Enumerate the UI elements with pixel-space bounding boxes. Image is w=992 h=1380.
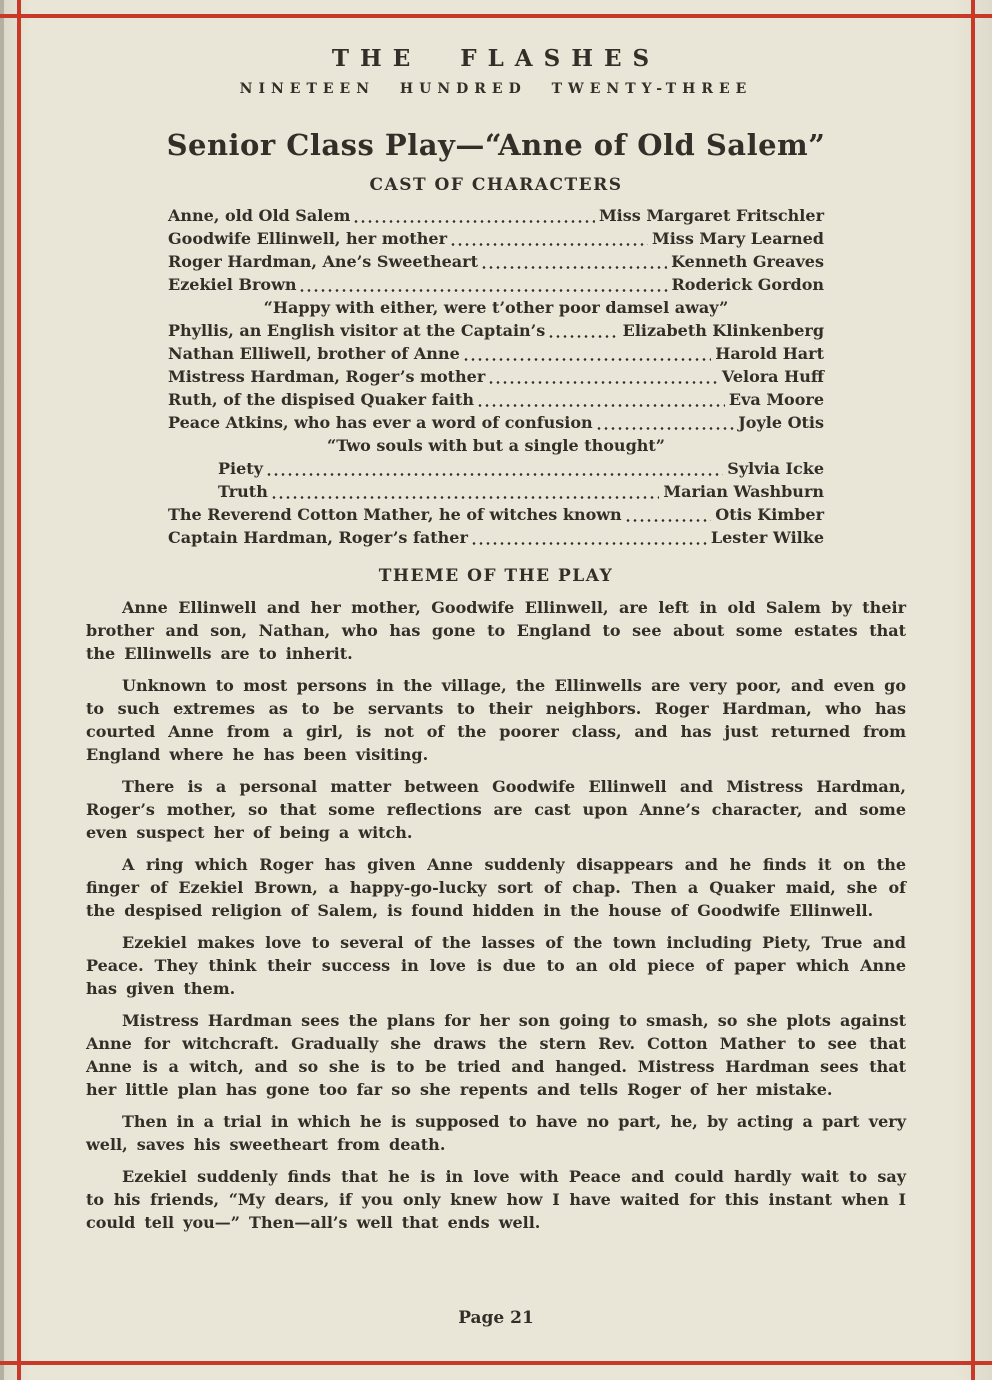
- page-title: Senior Class Play—“Anne of Old Salem”: [166, 128, 826, 162]
- dot-leader: [354, 219, 595, 224]
- cast-actor: Miss Mary Learned: [652, 229, 824, 248]
- cast-role: Nathan Elliwell, brother of Anne: [168, 344, 460, 363]
- cast-role: Goodwife Ellinwell, her mother: [168, 229, 448, 248]
- cast-actor: Roderick Gordon: [671, 275, 824, 294]
- cast-heading: CAST OF CHARACTERS: [369, 175, 623, 195]
- cast-actor: Miss Margaret Fritschler: [598, 206, 824, 225]
- cast-actor: Otis Kimber: [715, 505, 824, 524]
- cast-role: The Reverend Cotton Mather, he of witches known: [168, 505, 622, 524]
- cast-actor: Harold Hart: [715, 344, 824, 363]
- theme-paragraph: Unknown to most persons in the village, the Ellinwells are very poor, and even go to such extremes as to be servants to their neighbors. Roger Hardman, who has courted Anne from a girl, is not of the poorer class, and has just returned from England where he has been visiting.: [86, 676, 906, 764]
- page-number: Page 21: [458, 1308, 534, 1328]
- dot-leader: [482, 265, 667, 270]
- dot-leader: [464, 357, 712, 362]
- cast-actor: Marian Washburn: [663, 482, 824, 501]
- cast-actor: Eva Moore: [728, 390, 824, 409]
- cast-role: Piety: [218, 459, 263, 478]
- cast-role: Mistress Hardman, Roger’s mother: [168, 367, 486, 386]
- dot-leader: [478, 403, 725, 408]
- dot-leader: [626, 518, 712, 523]
- cast-actor: Joyle Otis: [738, 413, 824, 432]
- masthead-subtitle: NINETEEN HUNDRED TWENTY-THREE: [239, 81, 753, 97]
- theme-paragraph: There is a personal matter between Goodwife Ellinwell and Mistress Hardman, Roger’s mother, so that some reflections are cast upon Anne’s character, and some even suspect her of being a witch.: [86, 777, 906, 842]
- cast-quote: “Happy with either, were t’other poor damsel away”: [263, 298, 729, 317]
- cast-role: Truth: [218, 482, 268, 501]
- dot-leader: [451, 242, 648, 247]
- dot-leader: [472, 541, 707, 546]
- cast-role: Captain Hardman, Roger’s father: [168, 528, 468, 547]
- cast-entry: [168, 411, 824, 434]
- cast-entry: [168, 342, 824, 365]
- cast-entry: [168, 204, 824, 227]
- theme-paragraph: Then in a trial in which he is supposed to have no part, he, by acting a part very well, saves his sweetheart from death.: [86, 1112, 906, 1154]
- frame-line-bottom: [0, 1361, 992, 1365]
- cast-quote: “Two souls with but a single thought”: [327, 436, 665, 455]
- theme-paragraph: A ring which Roger has given Anne suddenly disappears and he finds it on the finger of Ezekiel Brown, a happy-go-lucky sort of chap. Then a Quaker maid, she of the despised religion of Salem, is found hidden in the house of Goodwife Ellinwell.: [86, 855, 906, 920]
- cast-actor: Kenneth Greaves: [671, 252, 824, 271]
- cast-entry: [168, 319, 824, 342]
- cast-actor: Elizabeth Klinkenberg: [622, 321, 824, 340]
- cast-role: Roger Hardman, Ane’s Sweetheart: [168, 252, 478, 271]
- dot-leader: [549, 334, 618, 339]
- theme-paragraph: Ezekiel makes love to several of the lasses of the town including Piety, True and Peace. They think their success in love is due to an old piece of paper which Anne has given them.: [86, 933, 906, 998]
- dot-leader: [597, 426, 735, 431]
- cast-list: [168, 204, 824, 549]
- cast-role: Ruth, of the dispised Quaker faith: [168, 390, 475, 409]
- cast-entry: [168, 388, 824, 411]
- dot-leader: [300, 288, 667, 293]
- cast-entry: [168, 503, 824, 526]
- masthead-title: THE FLASHES: [331, 45, 661, 72]
- cast-entry: [168, 480, 824, 503]
- theme-paragraph: Anne Ellinwell and her mother, Goodwife Ellinwell, are left in old Salem by their brother and son, Nathan, who has gone to England to see about some estates that the Ellinwells are to inherit.: [86, 598, 906, 663]
- dot-leader: [267, 472, 723, 477]
- theme-paragraph: Mistress Hardman sees the plans for her son going to smash, so she plots against Anne for witchcraft. Gradually she draws the stern Rev. Cotton Mather to see that Anne is a witch, and so she is to be tried and hanged. Mistress Hardman sees that her little plan has gone too far so she repents and tells Roger of her mistake.: [86, 1011, 906, 1099]
- cast-entry: [168, 250, 824, 273]
- cast-entry: [168, 365, 824, 388]
- theme-body: [86, 596, 906, 1234]
- cast-entry: [168, 526, 824, 549]
- dot-leader: [489, 380, 718, 385]
- cast-entry: [168, 227, 824, 250]
- cast-role: Anne, old Old Salem: [168, 206, 351, 225]
- cast-role: Ezekiel Brown: [168, 275, 297, 294]
- dot-leader: [272, 495, 660, 500]
- cast-actor: Velora Huff: [721, 367, 824, 386]
- cast-actor: Lester Wilke: [710, 528, 824, 547]
- cast-actor: Sylvia Icke: [727, 459, 824, 478]
- theme-paragraph: Ezekiel suddenly finds that he is in love with Peace and could hardly wait to say to his friends, “My dears, if you only knew how I have waited for this instant when I could tell you—” Then—all’s well that ends well.: [86, 1167, 906, 1232]
- cast-role: Peace Atkins, who has ever a word of confusion: [168, 413, 593, 432]
- theme-heading: THEME OF THE PLAY: [378, 566, 614, 586]
- cast-entry: [168, 457, 824, 480]
- cast-entry: [168, 273, 824, 296]
- cast-role: Phyllis, an English visitor at the Captain’s: [168, 321, 546, 340]
